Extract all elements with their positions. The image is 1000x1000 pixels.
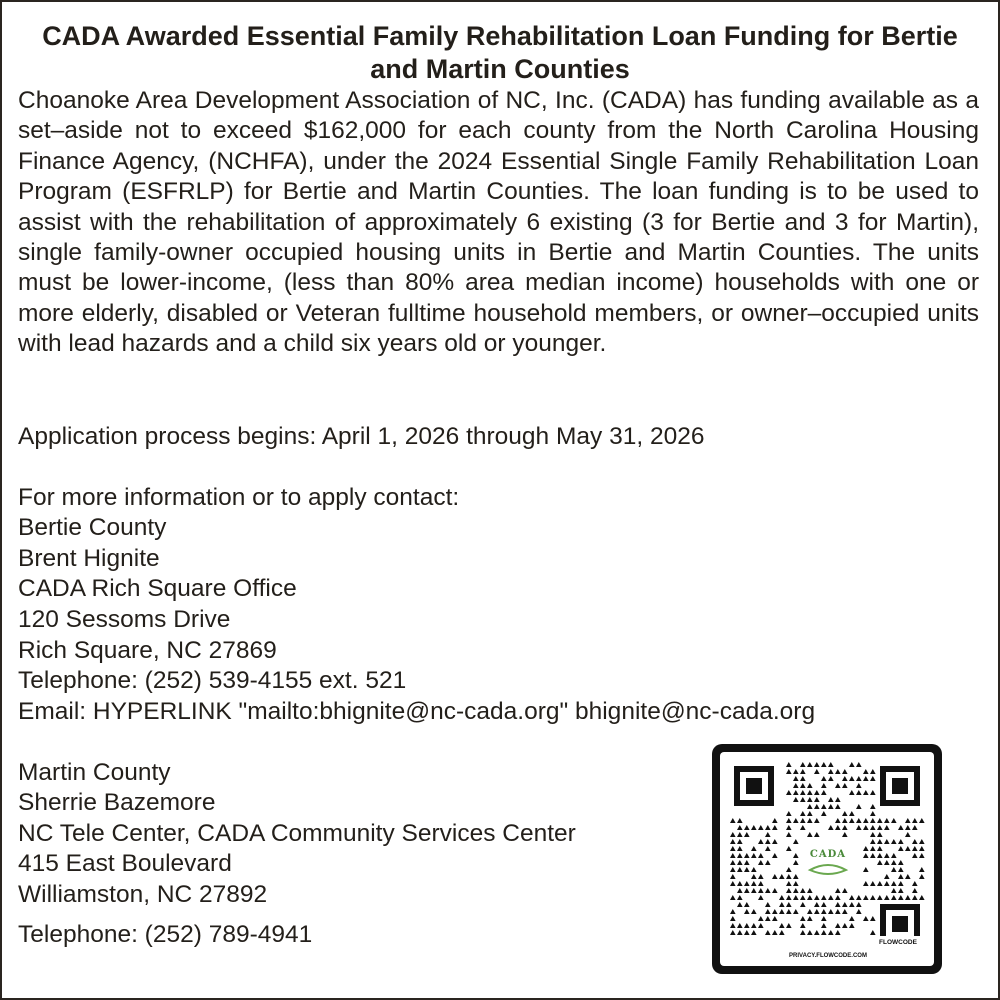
bertie-office: CADA Rich Square Office <box>18 575 297 602</box>
contact-intro: For more information or to apply contact: <box>18 484 460 511</box>
martin-contact-name: Sherrie Bazemore <box>18 789 216 816</box>
application-dates: Application process begins: April 1, 2026 through May 31, 2026 <box>18 423 705 450</box>
qr-finder-top-right <box>880 766 920 806</box>
martin-county: Martin County <box>18 759 171 786</box>
martin-city: Williamston, NC 27892 <box>18 881 268 908</box>
ad-title: CADA Awarded Essential Family Rehabilitation Loan Funding for Bertie and Martin Counties <box>42 21 958 84</box>
bertie-city: Rich Square, NC 27869 <box>18 637 277 664</box>
bertie-phone: Telephone: (252) 539-4155 ext. 521 <box>18 667 407 694</box>
qr-code-graphic <box>720 752 934 966</box>
cada-logo-text: CADA <box>809 849 847 860</box>
martin-phone: Telephone: (252) 789-4941 <box>18 921 313 948</box>
qr-finder-top-left <box>734 766 774 806</box>
martin-street: 415 East Boulevard <box>18 850 232 877</box>
bertie-county: Bertie County <box>18 514 167 541</box>
bertie-street: 120 Sessoms Drive <box>18 606 231 633</box>
qr-code[interactable] <box>712 744 942 974</box>
bertie-contact-name: Brent Hignite <box>18 545 160 572</box>
flowcode-label: FLOWCODE <box>879 939 917 946</box>
body-paragraph: Choanoke Area Development Association of NC, Inc. (CADA) has funding available as a set–aside not to exceed $162,000 for each county from the North Carolina Housing Finance Agency, (NCHFA), under the 2024 Essential Single Family Rehabilitation Loan Program (ESFRLP) for Bertie and Martin Counties. The loan funding is to be used to assist with the rehabilitation of approximately 6 existing (3 for Bertie and 3 for Martin), single family-owner occupied housing units in Bertie and Martin Counties. The units must be lower-income, (less than 80% area median income) households with one or more elderly, disabled or Veteran fulltime household members, or owner–occupied units with lead hazards and a child six years old or younger. <box>18 87 979 358</box>
flowcode-privacy-label: PRIVACY.FLOWCODE.COM <box>789 953 867 959</box>
bertie-email[interactable]: Email: HYPERLINK "mailto:bhignite@nc-cada.org" bhignite@nc-cada.org <box>18 698 816 725</box>
martin-office: NC Tele Center, CADA Community Services Center <box>18 820 576 847</box>
